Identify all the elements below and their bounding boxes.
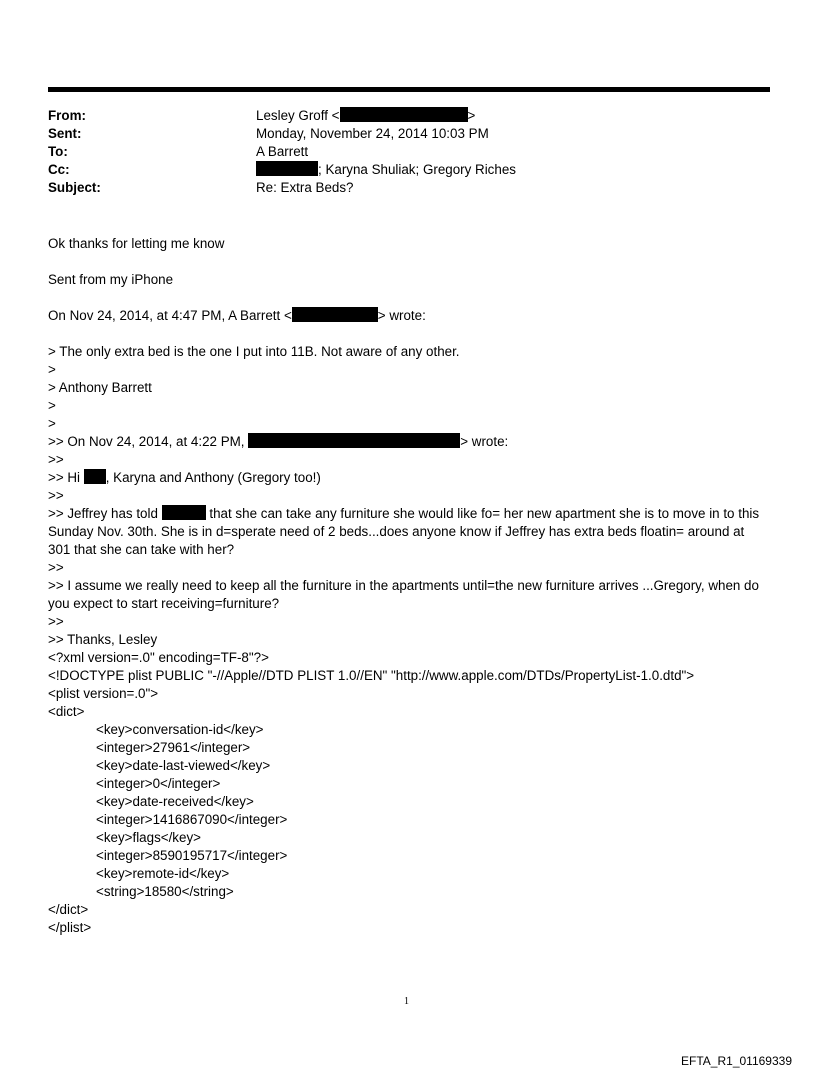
xml-line: <key>date-received</key> — [96, 794, 254, 809]
page-number: 1 — [404, 996, 409, 1007]
email-header — [48, 107, 516, 197]
redaction-box — [248, 433, 460, 448]
sent-label: Sent: — [48, 126, 82, 141]
body-line: >> — [48, 488, 64, 503]
quote-intro: On Nov 24, 2014, at 4:47 PM, A Barrett < — [48, 308, 292, 323]
xml-line: <string>18580</string> — [96, 884, 234, 899]
cc-row — [48, 161, 516, 179]
xml-line: <dict> — [48, 704, 85, 719]
paragraph-rest: that she can take any furniture she would like fo= her new apartment she is to move in to this Sunday Nov. 30th. She is in d=sperate need of 2 beds...does anyone know if Jeffrey has extra beds floatin= around at 301 that she can take with her? — [48, 506, 760, 557]
body-line: > — [48, 362, 56, 377]
xml-line: <key>remote-id</key> — [96, 866, 230, 881]
redaction-box — [162, 505, 206, 520]
sent-value: Monday, November 24, 2014 10:03 PM — [256, 126, 489, 141]
body-line: > Anthony Barrett — [48, 380, 152, 395]
redaction-box — [340, 107, 468, 122]
xml-line: <key>flags</key> — [96, 830, 201, 845]
body-line: >> Thanks, Lesley — [48, 632, 158, 647]
to-label: To: — [48, 144, 68, 159]
body-line — [48, 433, 770, 451]
redaction-box — [84, 469, 106, 484]
cc-value-wrap — [256, 161, 516, 179]
xml-line: <plist version=.0"> — [48, 686, 159, 701]
body-line: Ok thanks for letting me know — [48, 236, 225, 251]
xml-line: <?xml version=.0" encoding=TF-8"?> — [48, 650, 269, 665]
xml-line: </dict> — [48, 902, 89, 917]
from-label: From: — [48, 108, 86, 123]
cc-value: ; Karyna Shuliak; Gregory Riches — [318, 162, 516, 177]
greeting-start: >> Hi — [48, 470, 84, 485]
subject-value: Re: Extra Beds? — [256, 180, 354, 195]
xml-line: <integer>8590195717</integer> — [96, 848, 288, 863]
from-row — [48, 107, 516, 125]
body-line: Sent from my iPhone — [48, 272, 174, 287]
from-value — [256, 107, 475, 125]
email-body — [48, 235, 770, 937]
body-paragraph — [48, 505, 770, 559]
to-row — [48, 143, 516, 161]
cc-label: Cc: — [48, 162, 70, 177]
subject-label: Subject: — [48, 180, 101, 195]
paragraph-start: >> Jeffrey has told — [48, 506, 162, 521]
subject-row — [48, 179, 516, 197]
document-id: EFTA_R1_01169339 — [681, 1054, 792, 1068]
body-line: >> — [48, 560, 64, 575]
from-close: > — [467, 108, 476, 123]
xml-line: <integer>0</integer> — [96, 776, 221, 791]
redaction-box — [256, 161, 318, 176]
body-line: > The only extra bed is the one I put into 11B. Not aware of any other. — [48, 344, 460, 359]
body-line: > — [48, 398, 56, 413]
xml-line: </plist> — [48, 920, 92, 935]
xml-line: <key>date-last-viewed</key> — [96, 758, 271, 773]
to-value: A Barrett — [256, 144, 309, 159]
quote-intro: >> On Nov 24, 2014, at 4:22 PM, — [48, 434, 249, 449]
quote-intro-end: > wrote: — [377, 308, 426, 323]
body-paragraph: >> I assume we really need to keep all the furniture in the apartments until=the new furniture arrives ...Gregory, when do you expect to start receiving=furniture? — [48, 578, 759, 611]
redaction-box — [292, 307, 378, 322]
greeting-end: , Karyna and Anthony (Gregory too!) — [105, 470, 321, 485]
xml-line: <!DOCTYPE plist PUBLIC "-//Apple//DTD PLIST 1.0//EN" "http://www.apple.com/DTDs/PropertyList-1.0.dtd"> — [48, 668, 695, 683]
from-name: Lesley Groff < — [256, 108, 340, 123]
sent-row — [48, 125, 516, 143]
xml-line: <integer>1416867090</integer> — [96, 812, 288, 827]
xml-line: <key>conversation-id</key> — [96, 722, 264, 737]
header-rule — [48, 87, 770, 92]
body-line: >> — [48, 452, 64, 467]
quote-intro-end: > wrote: — [460, 434, 509, 449]
body-line — [48, 469, 770, 487]
body-line: >> — [48, 614, 64, 629]
body-line: > — [48, 416, 56, 431]
xml-line: <integer>27961</integer> — [96, 740, 251, 755]
body-line — [48, 307, 770, 325]
